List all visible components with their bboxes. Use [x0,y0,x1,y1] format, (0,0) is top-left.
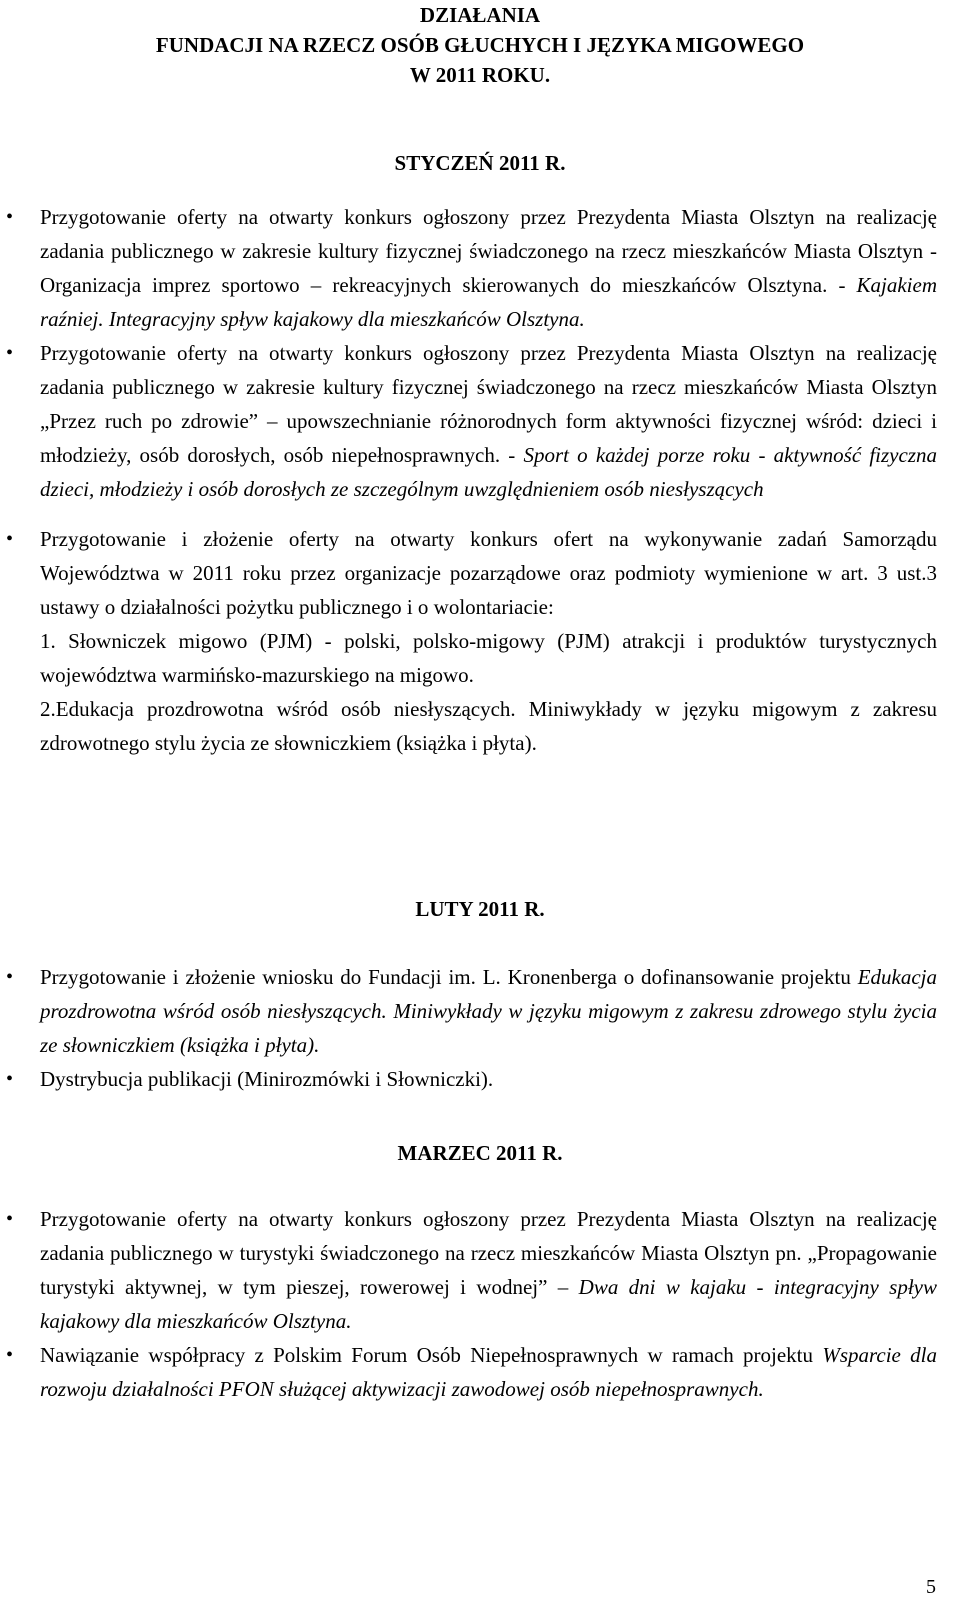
item-italic-text: Wsparcie dla rozwoju działalności PFON służącej aktywizacji zawodowej osób niepełnosprawnych. [40,1343,937,1401]
list-item [6,1202,937,1338]
item-italic-text: Dwa dni w kajaku - integracyjny spływ kajakowy dla mieszkańców Olsztyna. [40,1275,937,1333]
sub-item-1: 1. Słowniczek migowo (PJM) - polski, polsko-migowy (PJM) atrakcji i produktów turystycznych województwa warmińsko-mazurskiego na migowo. [40,629,937,687]
list-item [6,522,937,760]
section-heading-march: MARZEC 2011 R. [397,1141,563,1165]
item-italic-text: Kajakiem raźniej. Integracyjny spływ kajakowy dla mieszkańców Olsztyna. [40,273,937,331]
section-heading-january: STYCZEŃ 2011 R. [394,151,566,175]
january-list [6,200,937,760]
list-item [6,960,937,1062]
item-italic-text: Sport o każdej porze roku - aktywność fizyczna dzieci, młodzieży i osób dorosłych ze szczególnym uwzględnieniem osób niesłyszących [40,443,937,501]
bullet-icon: • [6,1068,14,1090]
list-item [6,336,937,506]
bullet-icon: • [6,1344,14,1366]
list-item [6,200,937,336]
title-line-1: DZIAŁANIA [419,3,541,27]
document-title [0,0,960,90]
list-item [6,1338,937,1406]
bullet-icon: • [6,342,14,364]
list-item [6,1062,937,1096]
item-text: Przygotowanie oferty na otwarty konkurs ogłoszony przez Prezydenta Miasta Olsztyn na realizację zadania publicznego w zakresie kultury fizycznej świadczonego na rzecz mieszkańców Miasta Olsztyn - Organizacja imprez sportowo – rekreacyjnych skierowanych do mieszkańców Olsztyna. - [40,205,937,297]
item-text: Przygotowanie oferty na otwarty konkurs ogłoszony przez Prezydenta Miasta Olsztyn na realizację zadania publicznego w zakresie kultury fizycznej świadczonego na rzecz mieszkańców Miasta Olsztyn „Przez ruch po zdrowie” – upowszechnianie różnorodnych form aktywności fizycznej wśród: dzieci i młodzieży, osób dorosłych, osób niepełnosprawnych. - [40,341,937,467]
sub-item-2: 2.Edukacja prozdrowotna wśród osób niesłyszących. Miniwykłady w języku migowym z zakresu zdrowotnego stylu życia ze słowniczkiem (książka i płyta). [40,697,937,755]
item-text: Przygotowanie oferty na otwarty konkurs ogłoszony przez Prezydenta Miasta Olsztyn na realizację zadania publicznego w turystyki świadczonego na rzecz mieszkańców Miasta Olsztyn pn. „Propagowanie turystyki aktywnej, w tym pieszej, rowerowej i wodnej” – [40,1207,937,1299]
item-text: Przygotowanie i złożenie oferty na otwarty konkurs ofert na wykonywanie zadań Samorządu Województwa w 2011 roku przez organizacje pozarządowe oraz podmioty wymienione w art. 3 ust.3 ustawy o działalności pożytku publicznego i o wolontariacie: [40,527,937,619]
title-line-2: FUNDACJI NA RZECZ OSÓB GŁUCHYCH I JĘZYKA MIGOWEGO [155,33,805,57]
march-list [6,1202,937,1406]
bullet-icon: • [6,966,14,988]
bullet-icon: • [6,1208,14,1230]
bullet-icon: • [6,528,14,550]
bullet-icon: • [6,206,14,228]
item-text: Nawiązanie współpracy z Polskim Forum Osób Niepełnosprawnych w ramach projektu [40,1343,823,1367]
item-italic-text: Edukacja prozdrowotna wśród osób niesłyszących. Miniwykłady w języku migowym z zakresu zdrowego stylu życia ze słowniczkiem (książka i płyta). [40,965,937,1057]
section-heading-february: LUTY 2011 R. [415,897,545,921]
february-list [6,960,937,1096]
item-text: Dystrybucja publikacji (Minirozmówki i Słowniczki). [40,1067,494,1091]
page-number: 5 [926,1576,936,1598]
title-line-3: W 2011 ROKU. [409,63,551,87]
item-text: Przygotowanie i złożenie wniosku do Fundacji im. L. Kronenberga o dofinansowanie projektu [40,965,858,989]
